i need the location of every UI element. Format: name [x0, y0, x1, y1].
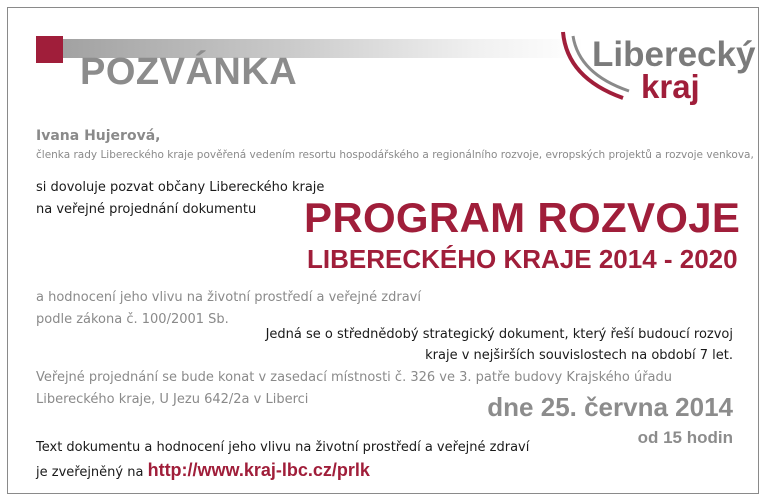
venue-line-2: Libereckého kraje, U Jezu 642/2a v Liberci [36, 392, 309, 407]
host-role: členka rady Libereckého kraje pověřená vedením resortu hospodářského a regionálního rozvoje, evropských projektů a rozvoje venkova, [36, 149, 754, 161]
event-time: od 15 hodin [637, 428, 733, 447]
program-title: PROGRAM ROZVOJE [304, 194, 741, 241]
document-info-prefix: je zveřejněný na [36, 465, 148, 480]
program-subtitle: LIBERECKÉHO KRAJE 2014 - 2020 [307, 244, 738, 274]
document-info-line-2 [36, 459, 370, 482]
description-line-1: Jedná se o střednědobý strategický dokument, který řeší budoucí rozvoj [265, 327, 733, 342]
venue-line-1: Veřejné projednání se bude konat v zasedací místnosti č. 326 ve 3. patře budovy Krajského úřadu [36, 370, 673, 385]
evaluation-line-1: a hodnocení jeho vlivu na životní prostředí a veřejné zdraví [36, 290, 421, 305]
document-link[interactable]: http://www.kraj-lbc.cz/prlk [147, 460, 370, 480]
logo-text-liberecky: Liberecký [592, 35, 756, 74]
invitation-line-2: na veřejné projednání dokumentu [36, 202, 257, 217]
invitation-line-1: si dovoluje pozvat občany Libereckého kraje [36, 180, 325, 195]
document-info-line-1: Text dokumentu a hodnocení jeho vlivu na životní prostředí a veřejné zdraví [36, 440, 530, 455]
liberecky-kraj-logo [553, 22, 756, 108]
header-red-square [36, 36, 63, 63]
host-name: Ivana Hujerová, [36, 128, 161, 144]
description-line-2: kraje v nejširších souvislostech na období 7 let. [425, 348, 733, 363]
event-date: dne 25. června 2014 [487, 392, 733, 422]
page-title: POZVÁNKA [80, 51, 298, 93]
evaluation-line-2: podle zákona č. 100/2001 Sb. [36, 312, 229, 327]
logo-text-kraj: kraj [641, 68, 700, 105]
